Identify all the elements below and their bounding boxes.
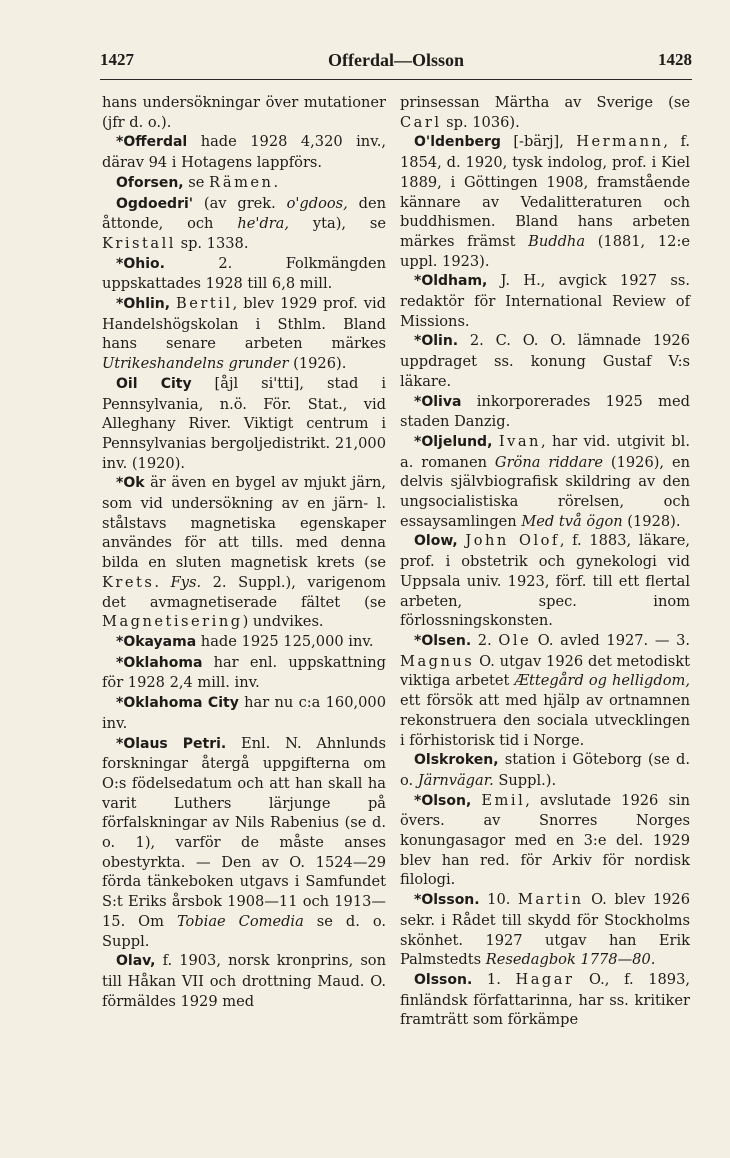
header-title: Offerdal—Olsson (327, 50, 464, 70)
entry-olow: Olow, John Olof, f. 1883, läkare, prof. i obstetrik och gynekologi vid Uppsala univ. 1923, förf. till ett flertal arbeten, spec. inom förlossningskonsten. (400, 532, 690, 630)
entry-olin: *Olin. 2. C. O. O. lämnade 1926 uppdraget ss. konung Gustaf V:s läkare. (400, 332, 690, 390)
running-header (100, 50, 692, 78)
header-rule (100, 79, 692, 80)
entry-okayama: *Okayama hade 1925 125,000 inv. (116, 632, 374, 650)
right-column (400, 93, 690, 1030)
entry-ohlin: *Ohlin, Bertil, blev 1929 prof. vid Handelshögskolan i Sthlm. Bland hans senare arbeten märkes Utrikeshandelns grunder (1926). (102, 295, 386, 373)
entry-ok: *Ok är även en bygel av mjukt järn, som vid undersökning av en järn- l. stålstavs magnetiska egenskaper användes för att tills. med denna bilda en sluten magnetisk krets (se Krets. Fys. 2. Suppl.), varigenom det avmagnetiserade fältet (se Magnetisering) undvikes. (102, 474, 386, 631)
entry-olsson-10: *Olsson. 10. Martin O. blev 1926 sekr. i Rådet till skydd för Stockholms skönhet. 1927 utgav han Erik Palmstedts Resedagbok 1778—80. (400, 891, 690, 969)
entry-continuation: hans undersökningar över mutationer (jfr d. o.). (102, 94, 386, 131)
entry-oil-city: Oil City [åjl si'tti], stad i Pennsylvania, n.ö. För. Stat., vid Alleghany River. Viktigt centrum i Pennsylvanias bergoljedistrikt. 21,000 inv. (1920). (102, 374, 386, 472)
right-page-number: 1428 (658, 50, 692, 69)
entry-olav: Olav, f. 1903, norsk kronprins, son till Håkan VII och drottning Maud. O. förmäldes 1929 med (102, 952, 386, 1010)
entry-continuation: prinsessan Märtha av Sverige (se Carl sp. 1036). (400, 94, 690, 131)
entry-oklahoma-city: *Oklahoma City har nu c:a 160,000 inv. (102, 694, 386, 732)
entry-ohio: *Ohio. 2. Folkmängden uppskattades 1928 till 6,8 mill. (102, 254, 386, 293)
entry-oldham: *Oldham, J. H., avgick 1927 ss. redaktör för International Review of Missions. (400, 272, 690, 330)
entry-ogdoedri: Ogdoedri' (av grek. o'gdoos, den åttonde, och he'dra, yta), se Kristall sp. 1338. (102, 194, 387, 252)
entry-oliva: *Oliva inkorporerades 1925 med staden Danzig. (400, 392, 690, 431)
entry-olaus-petri: *Olaus Petri. Enl. N. Ahnlunds forskningar återgå uppgifterna om O:s födelsedatum och att han skall ha varit Luthers lärjunge på förfalskningar av Nils Rabenius (se d. o. 1), varför de måste anses obestyrkta. — Den av O. 1524—29 förda tänkeboken utgavs i Samfundet S:t Eriks årsbok 1908—11 och 1913—15. Om Tobiae Comedia se d. o. Suppl. (102, 734, 386, 950)
entry-oforsen: Oforsen, se Rämen. (116, 173, 279, 191)
entry-olson: *Olson, Emil, avslutade 1926 sin övers. av Snorres Norges konungasagor med en 3:e del. 1929 blev han red. för Arkiv för nordisk filologi. (400, 791, 691, 889)
left-column (102, 93, 386, 1011)
entry-oljelund: *Oljelund, Ivan, har vid. utgivit bl. a. romanen Gröna riddare (1926), en delvis självbiografisk skildring av den ungsocialistiska rörelsen, och essaysamlingen Med två ögon (1928). (400, 432, 691, 530)
entry-olsen: *Olsen. 2. Ole O. avled 1927. — 3. Magnus O. utgav 1926 det metodiskt viktiga arbetet Ættegård og helligdom, ett försök att med hjälp av ortnamnen rekonstruera den sociala utvecklingen i förhistorisk tid i Norge. (400, 631, 690, 749)
left-page-number: 1427 (100, 50, 134, 69)
entry-oklahoma: *Oklahoma har enl. uppskattning för 1928 2,4 mill. inv. (102, 653, 386, 692)
entry-olskroken: Olskroken, station i Göteborg (se d. o. Järnvägar. Suppl.). (400, 751, 690, 789)
entry-olsson-1: Olsson. 1. Hagar O., f. 1893, finländsk författarinna, har ss. kritiker framträtt som förkämpe (400, 970, 690, 1029)
entry-offerdal: *Offerdal hade 1928 4,320 inv., därav 94 i Hotagens lappförs. (102, 133, 386, 172)
entry-oldenberg: O'ldenberg [-bärj], Hermann, f. 1854, d. 1920, tysk indolog, prof. i Kiel 1889, i Göttingen 1908, framstående kännare av Vedalitteraturen och buddhismen. Bland hans arbeten märkes främst Buddha (1881, 12:e uppl. 1923). (400, 133, 690, 270)
